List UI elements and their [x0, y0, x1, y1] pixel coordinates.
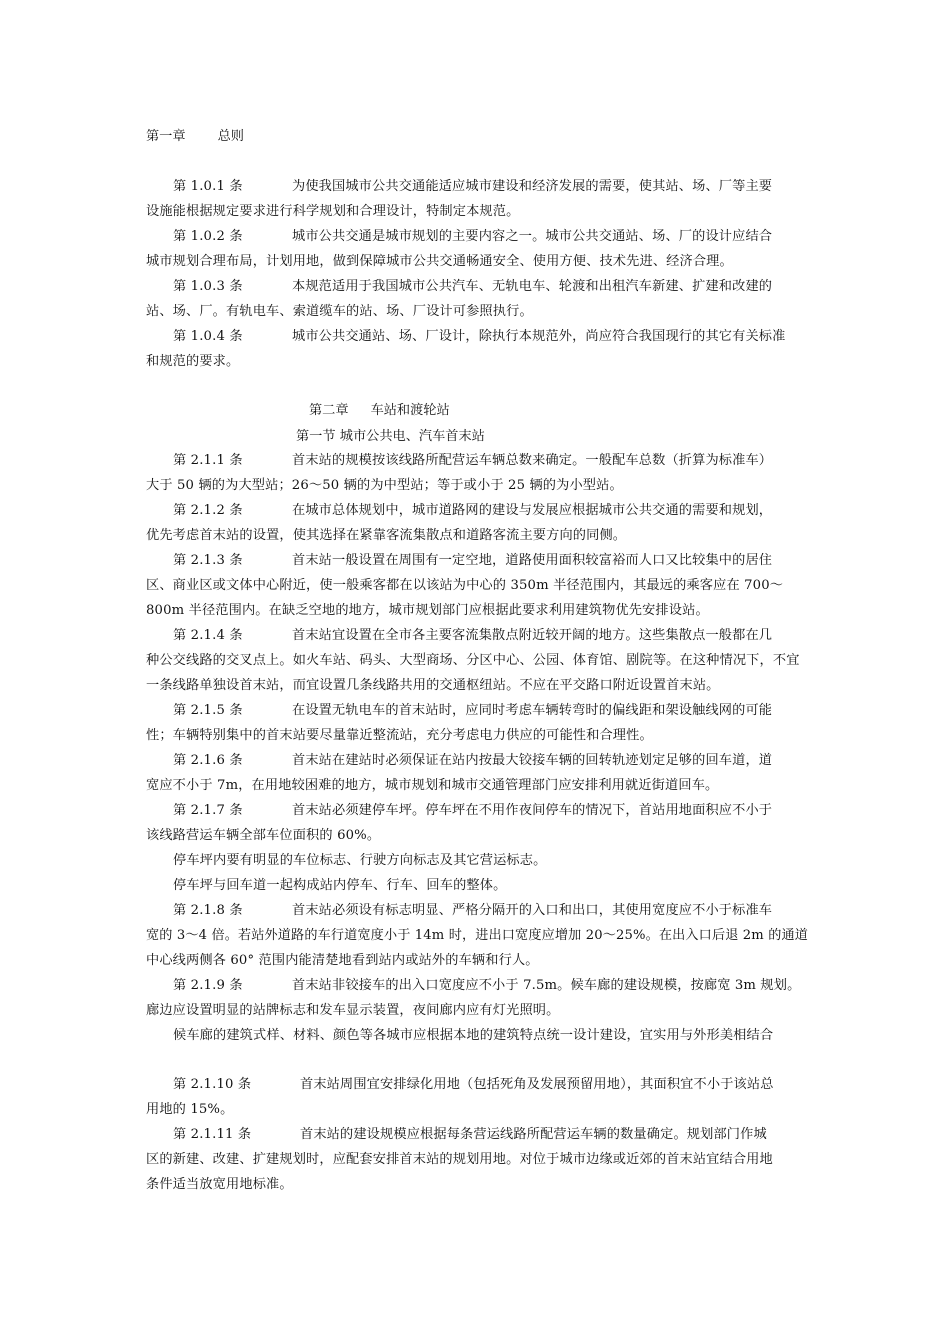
article-2-1-2-line-1: 第 2.1.2 条 在城市总体规划中，城市道路网的建设与发展应根据城市公共交通的需要和规划， [173, 503, 773, 518]
article-2-1-11-line-3: 条件适当放宽用地标准。 [146, 1177, 293, 1192]
article-2-1-7-paragraph-3: 停车坪与回车道一起构成站内停车、行车、回车的整体。 [173, 878, 507, 893]
article-2-1-4-line-3: 一条线路单独设首末站，而宜设置几条线路共用的交通枢纽站。不应在平交路口附近设置首末站。 [146, 678, 720, 693]
article-1-0-3-line-1: 第 1.0.3 条 本规范适用于我国城市公共汽车、无轨电车、轮渡和出租汽车新建、扩建和改建的 [173, 279, 773, 294]
article-1-0-2-line-2: 城市规划合理布局，计划用地，做到保障城市公共交通畅通安全、使用方便、技术先进、经济合理。 [146, 254, 733, 269]
article-2-1-3-line-1: 第 2.1.3 条 首末站一般设置在周围有一定空地，道路使用面积较富裕而人口又比较集中的居住 [173, 553, 773, 568]
article-2-1-10-line-1: 第 2.1.10 条 首末站周围宜安排绿化用地（包括死角及发展预留用地），其面积宜不小于该站总 [173, 1077, 774, 1092]
article-2-1-3-line-2: 区、商业区或文体中心附近，使一般乘客都在以该站为中心的 350m 半径范围内，其最远的乘客应在 700～ [146, 578, 784, 593]
chapter-1-title: 总则 [217, 129, 244, 144]
article-2-1-11-line-2: 区的新建、改建、扩建规划时，应配套安排首末站的规划用地。对位于城市边缘或近郊的首末站宜结合用地 [146, 1152, 773, 1167]
article-2-1-2-line-2: 优先考虑首末站的设置，使其选择在紧靠客流集散点和道路客流主要方向的同侧。 [146, 528, 627, 543]
article-2-1-3-line-3: 800m 半径范围内。在缺乏空地的地方，城市规划部门应根据此要求利用建筑物优先安排设站。 [146, 603, 709, 618]
article-1-0-1-line-2: 设施能根据规定要求进行科学规划和合理设计，特制定本规范。 [146, 204, 520, 219]
chapter-1-heading [146, 127, 244, 147]
article-2-1-7-line-1: 第 2.1.7 条 首末站必须建停车坪。停车坪在不用作夜间停车的情况下，首站用地面积应不小于 [173, 803, 773, 818]
article-2-1-4-line-2: 种公交线路的交叉点上。如火车站、码头、大型商场、分区中心、公园、体育馆、剧院等。在这种情况下，不宜 [146, 653, 800, 668]
article-2-1-8-line-2: 宽的 3～4 倍。若站外道路的车行道宽度小于 14m 时，进出口宽度应增加 20～25%。在出入口后退 2m 的通道 [146, 928, 809, 943]
article-2-1-5-line-2: 性；车辆特别集中的首末站要尽量靠近整流站，充分考虑电力供应的可能性和合理性。 [146, 728, 653, 743]
article-1-0-3-line-2: 站、场、厂。有轨电车、索道缆车的站、场、厂设计可参照执行。 [146, 304, 533, 319]
article-1-0-1-line-1: 第 1.0.1 条 为使我国城市公共交通能适应城市建设和经济发展的需要，使其站、场、厂等主要 [173, 179, 773, 194]
chapter-2-number: 第二章 [309, 403, 349, 418]
article-2-1-10-line-2: 用地的 15%。 [146, 1102, 234, 1117]
article-2-1-9-line-1: 第 2.1.9 条 首末站非铰接车的出入口宽度应不小于 7.5m。候车廊的建设规模，按廊宽 3m 规划。 [173, 978, 801, 993]
section-1-heading: 第一节 城市公共电、汽车首末站 [296, 429, 485, 444]
article-2-1-8-line-1: 第 2.1.8 条 首末站必须设有标志明显、严格分隔开的入口和出口，其使用宽度应不小于标准车 [173, 903, 773, 918]
article-2-1-5-line-1: 第 2.1.5 条 在设置无轨电车的首末站时，应同时考虑车辆转弯时的偏线距和架设触线网的可能 [173, 703, 773, 718]
article-2-1-8-line-3: 中心线两侧各 60° 范围内能清楚地看到站内或站外的车辆和行人。 [146, 953, 539, 968]
article-1-0-4-line-2: 和规范的要求。 [146, 354, 240, 369]
article-2-1-9-line-2: 廊边应设置明显的站牌标志和发车显示装置，夜间廊内应有灯光照明。 [146, 1003, 560, 1018]
chapter-1-number: 第一章 [146, 129, 186, 144]
article-2-1-4-line-1: 第 2.1.4 条 首末站宜设置在全市各主要客流集散点附近较开阔的地方。这些集散点一般都在几 [173, 628, 773, 643]
article-2-1-6-line-1: 第 2.1.6 条 首末站在建站时必须保证在站内按最大铰接车辆的回转轨迹划定足够的回车道，道 [173, 753, 773, 768]
article-2-1-7-paragraph-2: 停车坪内要有明显的车位标志、行驶方向标志及其它营运标志。 [173, 853, 547, 868]
article-2-1-1-line-1: 第 2.1.1 条 首末站的规模按该线路所配营运车辆总数来确定。一般配车总数（折算为标准车） [173, 453, 773, 468]
article-1-0-4-line-1: 第 1.0.4 条 城市公共交通站、场、厂设计，除执行本规范外，尚应符合我国现行的其它有关标准 [173, 329, 786, 344]
article-2-1-6-line-2: 宽应不小于 7m，在用地较困难的地方，城市规划和城市交通管理部门应安排利用就近街道回车。 [146, 778, 719, 793]
article-1-0-2-line-1: 第 1.0.2 条 城市公共交通是城市规划的主要内容之一。城市公共交通站、场、厂的设计应结合 [173, 229, 773, 244]
article-2-1-9-paragraph-2: 候车廊的建筑式样、材料、颜色等各城市应根据本地的建筑特点统一设计建设，宜实用与外形美相结合 [173, 1028, 774, 1043]
article-2-1-1-line-2: 大于 50 辆的为大型站；26～50 辆的为中型站；等于或小于 25 辆的为小型站。 [146, 478, 623, 493]
chapter-2-title: 车站和渡轮站 [370, 403, 450, 418]
chapter-2-heading [309, 401, 450, 421]
article-2-1-7-line-2: 该线路营运车辆全部车位面积的 60%。 [146, 828, 381, 843]
article-2-1-11-line-1: 第 2.1.11 条 首末站的建设规模应根据每条营运线路所配营运车辆的数量确定。规划部门作城 [173, 1127, 767, 1142]
